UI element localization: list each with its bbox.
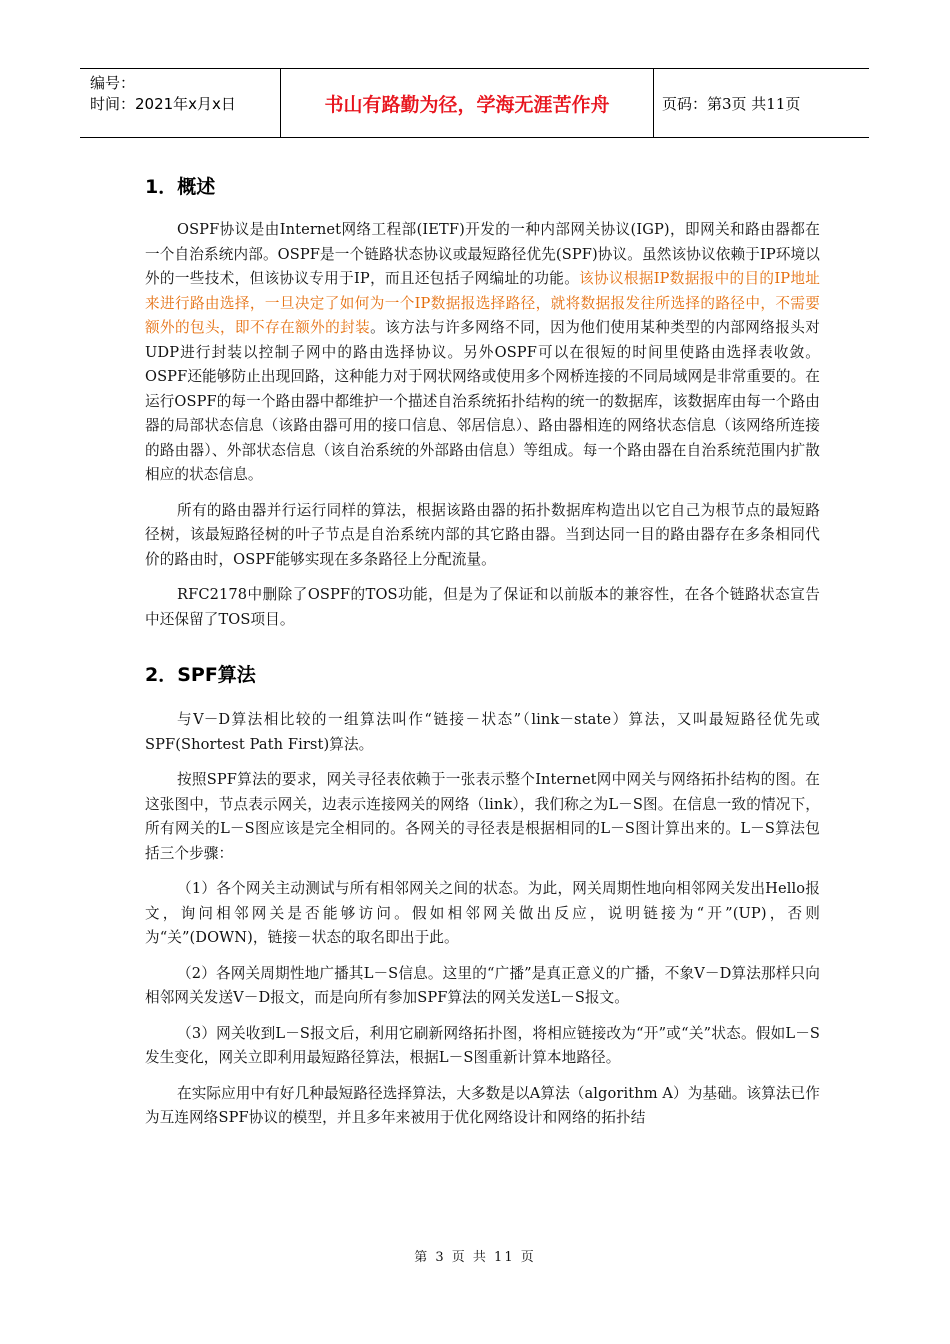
section1-paragraph-3: RFC2178中删除了OSPF的TOS功能，但是为了保证和以前版本的兼容性，在各个链路状态宣告中还保留了TOS项目。 (145, 586, 820, 628)
page-footer: 第 3 页 共 11 页 (414, 1250, 536, 1265)
number-label: 编号： (90, 74, 136, 92)
section1-paragraph-1 (145, 218, 820, 488)
section1-paragraph-2: 所有的路由器并行运行同样的算法，根据该路由器的拓扑数据库构造出以它自己为根节点的最短路径树，该最短路径树的叶子节点是自治系统内部的其它路由器。当到达同一目的路由器存在多条相同代价的路由时，OSPF能够实现在多条路径上分配流量。 (145, 501, 820, 568)
section2-step-3: （3）网关收到L－S报文后，利用它刷新网络拓扑图，将相应链接改为“开”或“关”状态。假如L－S发生变化，网关立即利用最短路径算法，根据L－S图重新计算本地路径。 (145, 1024, 820, 1066)
section2-step-2: （2）各网关周期性地广播其L－S信息。这里的“广播”是真正意义的广播，不象V－D算法那样只向相邻网关发送V－D报文，而是向所有参加SPF算法的网关发送L－S报文。 (145, 964, 820, 1006)
page-header (80, 68, 869, 138)
p1-highlight-text: 该协议根据IP数据报中的目的IP地址来进行路由选择，一旦决定了如何为一个IP数据报选择路径，就将数据报发往所选择的路径中，不需要额外的包头，即不存在额外的封装 (145, 270, 820, 336)
header-motto: 书山有路勤为径，学海无涯苦作舟 (281, 69, 654, 137)
section2-step-1: （1）各个网关主动测试与所有相邻网关之间的状态。为此，网关周期性地向相邻网关发出Hello报文，询问相邻网关是否能够访问。假如相邻网关做出反应，说明链接为“开”(UP)，否则为“关”(DOWN)，链接－状态的取名即出于此。 (145, 880, 820, 946)
header-meta (80, 69, 281, 137)
date-label: 时间：2021年x月x日 (90, 95, 236, 113)
section2-paragraph-2: 按照SPF算法的要求，网关寻径表依赖于一张表示整个Internet网中网关与网络拓扑结构的图。在这张图中，节点表示网关，边表示连接网关的网络（link），我们称之为L－S图。在信息一致的情况下，所有网关的L－S图应该是完全相同的。各网关的寻径表是根据相同的L－S图计算出来的。L－S算法包括三个步骤： (145, 771, 820, 862)
section2-heading: 2．SPF算法 (145, 664, 256, 686)
section2-paragraph-1: 与V－D算法相比较的一组算法叫作“链接－状态”（link－state）算法，又叫最短路径优先或SPF(Shortest Path First)算法。 (145, 711, 820, 753)
p1-text-after: 。该方法与许多网络不同，因为他们使用某种类型的内部网络报头对UDP进行封装以控制子网中的路由选择协议。另外OSPF可以在很短的时间里使路由选择表收敛。OSPF还能够防止出现回路，这种能力对于网状网络或使用多个网桥连接的不同局域网是非常重要的。在运行OSPF的每一个路由器中都维护一个描述自治系统拓扑结构的统一的数据库，该数据库由每一个路由器的局部状态信息（该路由器可用的接口信息、邻居信息）、路由器相连的网络状态信息（该网络所连接的路由器）、外部状态信息（该自治系统的外部路由信息）等组成。每一个路由器在自治系统范围内扩散相应的状态信息。 (145, 319, 820, 483)
section1-heading: 1．概述 (145, 176, 216, 198)
document-body (145, 172, 820, 1142)
header-page-info: 页码：第3页 共11页 (662, 94, 801, 113)
section2-paragraph-3: 在实际应用中有好几种最短路径选择算法，大多数是以A算法（algorithm A）为基础。该算法已作为互连网络SPF协议的模型，并且多年来被用于优化网络设计和网络的拓扑结 (145, 1084, 820, 1126)
p1-text-before: OSPF协议是由Internet网络工程部(IETF)开发的一种内部网关协议(IGP)，即网关和路由器都在一个自治系统内部。OSPF是一个链路状态协议或最短路径优先(SPF)协议。虽然该协议依赖于IP环境以外的一些技术，但该协议专用于IP，而且还包括子网编址的功能。 (145, 221, 820, 287)
